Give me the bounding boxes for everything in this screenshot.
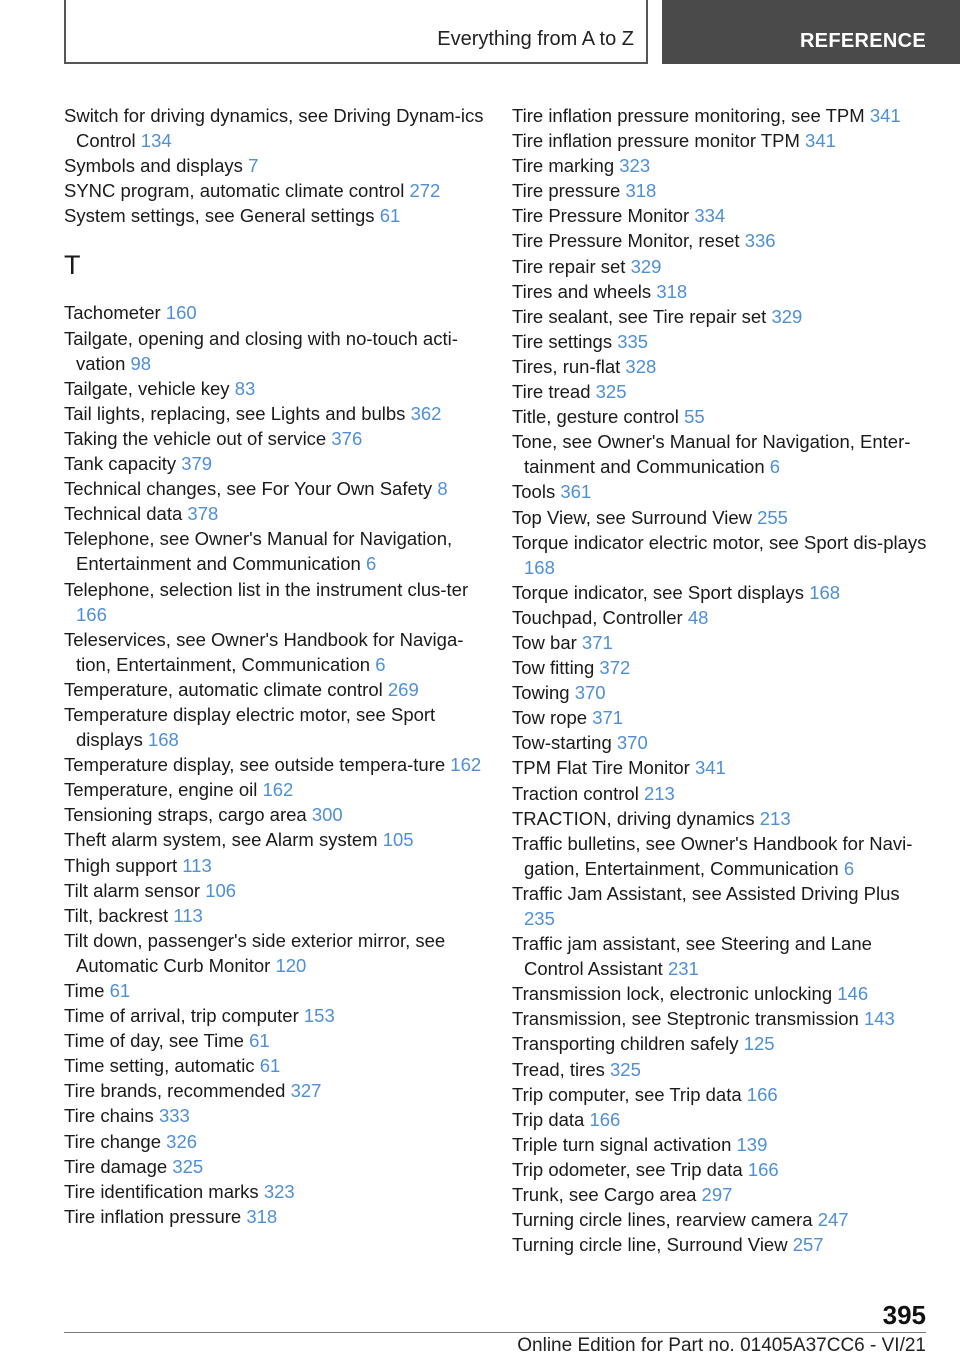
index-entry-text: Trip computer, see Trip data bbox=[512, 1083, 742, 1105]
index-entry-text: Tire Pressure Monitor bbox=[512, 205, 690, 227]
index-entry bbox=[64, 677, 484, 702]
page-reference-link[interactable]: 168 bbox=[147, 729, 179, 751]
index-entry-text: Tail lights, replacing, see Lights and bulbs bbox=[64, 402, 406, 424]
page-reference-link[interactable]: 371 bbox=[592, 707, 624, 729]
page-reference-link[interactable]: 153 bbox=[303, 1005, 335, 1027]
index-entry bbox=[64, 153, 484, 178]
page-reference-link[interactable]: 213 bbox=[759, 807, 791, 829]
index-entry-text: Tow bar bbox=[512, 631, 577, 653]
index-entry bbox=[64, 1154, 484, 1179]
index-entry-text: Transporting children safely bbox=[512, 1033, 739, 1055]
index-entry bbox=[512, 931, 932, 981]
page-reference-link[interactable]: 125 bbox=[743, 1033, 775, 1055]
page-reference-link[interactable]: 48 bbox=[687, 606, 709, 628]
index-entry-text: Time of day, see Time bbox=[64, 1030, 244, 1052]
index-entry bbox=[512, 354, 932, 379]
index-entry bbox=[512, 530, 932, 580]
page-reference-link[interactable]: 376 bbox=[331, 427, 363, 449]
running-header-title: Everything from A to Z bbox=[437, 28, 634, 50]
index-entry-text: Symbols and displays bbox=[64, 155, 243, 177]
page-reference-link[interactable]: 325 bbox=[610, 1058, 641, 1080]
index-entry bbox=[512, 103, 932, 128]
page-reference-link[interactable]: 247 bbox=[817, 1209, 849, 1231]
page-reference-link[interactable]: 7 bbox=[248, 155, 259, 177]
edition-note: Online Edition for Part no. 01405A37CC6 - VI/21 bbox=[517, 1335, 926, 1356]
page-reference-link[interactable]: 325 bbox=[595, 381, 627, 403]
index-entry-text: Tire pressure bbox=[512, 180, 621, 202]
index-entry-text: Tensioning straps, cargo area bbox=[64, 804, 307, 826]
page-reference-link[interactable]: 300 bbox=[311, 804, 343, 826]
index-entry-text: Teleservices, see Owner's Handbook for Naviga-tion, Entertainment, Communication bbox=[64, 628, 464, 675]
page-reference-link[interactable]: 168 bbox=[809, 581, 841, 603]
page-reference-link[interactable]: 371 bbox=[581, 631, 613, 653]
index-entry bbox=[64, 1028, 484, 1053]
page-reference-link[interactable]: 326 bbox=[166, 1130, 198, 1152]
index-entry bbox=[512, 279, 932, 304]
index-entry bbox=[512, 505, 932, 530]
page-reference-link[interactable]: 106 bbox=[205, 879, 237, 901]
page-reference-link[interactable]: 6 bbox=[769, 456, 781, 478]
index-entry-text: Transmission, see Steptronic transmission bbox=[512, 1008, 859, 1030]
index-entry-text: Tire inflation pressure monitoring, see TPM bbox=[512, 105, 865, 126]
index-entry bbox=[512, 806, 932, 831]
index-entry bbox=[64, 526, 484, 576]
index-entry bbox=[512, 1157, 932, 1182]
index-entry-text: Traction control bbox=[512, 782, 639, 804]
index-entry-text: Tow rope bbox=[512, 707, 588, 729]
index-entry bbox=[64, 326, 484, 376]
page-reference-link[interactable]: 83 bbox=[234, 377, 256, 399]
index-entry-text: Triple turn signal activation bbox=[512, 1133, 732, 1155]
index-entry-text: Time bbox=[64, 980, 105, 1001]
page-reference-link[interactable]: 61 bbox=[249, 1030, 270, 1052]
page-reference-link[interactable]: 61 bbox=[109, 980, 131, 1001]
page-reference-link[interactable]: 329 bbox=[771, 305, 803, 327]
index-entry-text: Tilt alarm sensor bbox=[64, 879, 201, 901]
index-entry-text: Tire brands, recommended bbox=[64, 1080, 286, 1102]
index-entry bbox=[64, 1078, 484, 1103]
index-entry bbox=[64, 827, 484, 852]
index-entry bbox=[512, 680, 932, 705]
index-entry bbox=[512, 429, 932, 479]
page-reference-link[interactable]: 61 bbox=[259, 1055, 281, 1077]
index-entry bbox=[64, 627, 484, 677]
index-entry bbox=[64, 1129, 484, 1154]
page-reference-link[interactable]: 327 bbox=[290, 1080, 322, 1102]
page-reference-link[interactable]: 255 bbox=[757, 506, 788, 528]
page-reference-link[interactable]: 323 bbox=[263, 1180, 295, 1202]
index-entry bbox=[512, 178, 932, 203]
index-entry bbox=[64, 802, 484, 827]
index-entry bbox=[512, 755, 932, 780]
index-entry bbox=[512, 404, 932, 429]
page-reference-link[interactable]: 341 bbox=[805, 130, 836, 152]
index-entry bbox=[64, 203, 484, 228]
index-entry-text: Tire repair set bbox=[512, 255, 626, 277]
index-entry bbox=[512, 379, 932, 404]
index-entry-text: Transmission lock, electronic unlocking bbox=[512, 983, 833, 1005]
index-entry bbox=[64, 178, 484, 203]
index-entry bbox=[64, 903, 484, 928]
page-reference-link[interactable]: 370 bbox=[574, 682, 606, 704]
index-entry-text: Tailgate, opening and closing with no-touch acti-vation bbox=[64, 327, 458, 374]
index-entry-text: Towing bbox=[512, 682, 570, 704]
page-reference-link[interactable]: 361 bbox=[560, 481, 592, 503]
page-reference-link[interactable]: 168 bbox=[524, 556, 555, 578]
index-entry-text: System settings, see General settings bbox=[64, 205, 375, 227]
index-entry-text: TPM Flat Tire Monitor bbox=[512, 757, 690, 779]
index-entry-text: Tire inflation pressure monitor TPM bbox=[512, 130, 800, 152]
index-entry-text: Tires, run-flat bbox=[512, 355, 621, 377]
index-entry-text: Top View, see Surround View bbox=[512, 506, 752, 528]
index-entry-text: Trip data bbox=[512, 1108, 585, 1130]
index-entry-text: Tire tread bbox=[512, 381, 591, 403]
index-entry bbox=[512, 304, 932, 329]
page-reference-link[interactable]: 6 bbox=[843, 857, 855, 879]
page-reference-link[interactable]: 335 bbox=[617, 330, 649, 352]
index-entry-text: Tone, see Owner's Manual for Navigation, Enter-tainment and Communication bbox=[512, 431, 911, 478]
page-reference-link[interactable]: 318 bbox=[656, 280, 688, 302]
page-reference-link[interactable]: 120 bbox=[275, 954, 307, 976]
page-reference-link[interactable]: 146 bbox=[837, 983, 869, 1005]
page-reference-link[interactable]: 160 bbox=[165, 302, 197, 324]
index-entry-text: Tachometer bbox=[64, 302, 161, 324]
page-reference-link[interactable]: 139 bbox=[736, 1133, 768, 1155]
index-entry bbox=[512, 781, 932, 806]
index-entry bbox=[512, 1057, 932, 1082]
index-entry bbox=[512, 1132, 932, 1157]
index-entry-text: Technical changes, see For Your Own Safety bbox=[64, 478, 433, 500]
index-entry-text: Tire Pressure Monitor, reset bbox=[512, 230, 740, 252]
index-entry-text: Tailgate, vehicle key bbox=[64, 377, 230, 399]
index-entry-text: SYNC program, automatic climate control bbox=[64, 180, 405, 202]
index-entry-text: Switch for driving dynamics, see Driving Dynam-ics Control bbox=[64, 105, 484, 152]
index-entry-text: Tire change bbox=[64, 1130, 162, 1152]
index-entry bbox=[512, 1006, 932, 1031]
index-entry bbox=[512, 1107, 932, 1132]
index-entry-text: Time of arrival, trip computer bbox=[64, 1005, 299, 1027]
index-entry bbox=[512, 254, 932, 279]
index-entry-text: Temperature, engine oil bbox=[64, 779, 258, 801]
index-entry-text: Trunk, see Cargo area bbox=[512, 1184, 697, 1206]
index-entry-text: Tire chains bbox=[64, 1105, 154, 1127]
index-entry bbox=[64, 752, 484, 777]
index-entry bbox=[512, 128, 932, 153]
page-reference-link[interactable]: 370 bbox=[616, 732, 648, 754]
page-reference-link[interactable]: 341 bbox=[694, 757, 726, 779]
page-reference-link[interactable]: 213 bbox=[643, 782, 675, 804]
page-reference-link[interactable]: 6 bbox=[366, 553, 377, 575]
index-entry-text: Tire sealant, see Tire repair set bbox=[512, 305, 767, 327]
index-entry-text: Tow fitting bbox=[512, 657, 595, 679]
index-entry bbox=[512, 730, 932, 755]
index-entry bbox=[512, 1082, 932, 1107]
index-entry bbox=[512, 153, 932, 178]
page-reference-link[interactable]: 166 bbox=[747, 1158, 779, 1180]
index-entry bbox=[512, 1182, 932, 1207]
index-entry bbox=[64, 426, 484, 451]
index-entry bbox=[64, 1053, 484, 1078]
page-reference-link[interactable]: 328 bbox=[625, 355, 657, 377]
footer-divider bbox=[64, 1332, 926, 1333]
index-entry-text: Thigh support bbox=[64, 854, 178, 876]
page-number: 395 bbox=[882, 1300, 926, 1330]
index-entry-text: Tires and wheels bbox=[512, 280, 652, 302]
page-reference-link[interactable]: 362 bbox=[410, 402, 442, 424]
page-reference-link[interactable]: 134 bbox=[140, 130, 172, 152]
page-reference-link[interactable]: 325 bbox=[172, 1155, 204, 1177]
page-reference-link[interactable]: 8 bbox=[437, 478, 448, 500]
index-entry-text: Tilt down, passenger's side exterior mirror, see Automatic Curb Monitor bbox=[64, 929, 446, 976]
page-reference-link[interactable]: 113 bbox=[173, 904, 203, 926]
index-entry bbox=[64, 978, 484, 1003]
index-entry bbox=[64, 1179, 484, 1204]
index-entry-text: TRACTION, driving dynamics bbox=[512, 807, 755, 829]
index-entry bbox=[64, 476, 484, 501]
index-entry bbox=[512, 228, 932, 253]
index-entry bbox=[64, 777, 484, 802]
index-entry bbox=[512, 831, 932, 881]
page-reference-link[interactable]: 162 bbox=[450, 754, 482, 776]
index-entry-text: Turning circle line, Surround View bbox=[512, 1234, 788, 1256]
index-entry-text: Tire identification marks bbox=[64, 1180, 259, 1202]
page-reference-link[interactable]: 55 bbox=[684, 406, 705, 428]
header-frame bbox=[64, 0, 648, 64]
index-entry bbox=[64, 103, 484, 153]
index-entry bbox=[512, 605, 932, 630]
index-entry bbox=[64, 376, 484, 401]
page-reference-link[interactable]: 318 bbox=[246, 1205, 278, 1227]
index-entry bbox=[512, 981, 932, 1006]
page-reference-link[interactable]: 318 bbox=[625, 180, 657, 202]
section-tab bbox=[662, 0, 960, 64]
index-entry bbox=[512, 329, 932, 354]
page-reference-link[interactable]: 334 bbox=[694, 205, 726, 227]
index-entry-text: Torque indicator electric motor, see Sport dis-plays bbox=[512, 531, 927, 553]
index-entry-text: Tire marking bbox=[512, 155, 615, 177]
index-column-left bbox=[64, 103, 484, 1229]
page-reference-link[interactable]: 341 bbox=[869, 105, 901, 126]
index-entry-text: Time setting, automatic bbox=[64, 1055, 255, 1077]
index-entry-text: Tire inflation pressure bbox=[64, 1205, 242, 1227]
index-entry-text: Tire damage bbox=[64, 1155, 168, 1177]
index-entry-text: Temperature display electric motor, see Sport displays bbox=[64, 703, 436, 751]
page-reference-link[interactable]: 269 bbox=[387, 678, 419, 700]
page-reference-link[interactable]: 113 bbox=[182, 854, 212, 876]
index-entry-text: Touchpad, Controller bbox=[512, 606, 683, 628]
index-entry bbox=[512, 1031, 932, 1056]
page-reference-link[interactable]: 105 bbox=[382, 829, 414, 851]
index-entry-text: Tread, tires bbox=[512, 1058, 605, 1080]
page-reference-link[interactable]: 323 bbox=[619, 155, 651, 177]
index-entry bbox=[64, 1103, 484, 1128]
index-entry-text: Temperature display, see outside tempera-ture bbox=[64, 754, 446, 776]
page-reference-link[interactable]: 166 bbox=[76, 603, 107, 625]
index-entry bbox=[64, 1204, 484, 1229]
index-entry-text: Tire settings bbox=[512, 330, 613, 352]
index-entry bbox=[64, 451, 484, 476]
index-entry bbox=[64, 577, 484, 627]
index-entry bbox=[64, 928, 484, 978]
index-entry bbox=[512, 203, 932, 228]
index-entry bbox=[512, 479, 932, 504]
page-reference-link[interactable]: 272 bbox=[409, 180, 441, 202]
index-entry-text: Torque indicator, see Sport displays bbox=[512, 581, 805, 603]
page-reference-link[interactable]: 379 bbox=[181, 453, 213, 475]
index-entry-text: Turning circle lines, rearview camera bbox=[512, 1209, 813, 1231]
page-reference-link[interactable]: 166 bbox=[589, 1108, 621, 1130]
page-reference-link[interactable]: 336 bbox=[744, 230, 776, 252]
index-entry bbox=[64, 300, 484, 325]
page-reference-link[interactable]: 378 bbox=[187, 503, 219, 525]
page-reference-link[interactable]: 235 bbox=[524, 908, 555, 929]
page-reference-link[interactable]: 231 bbox=[667, 958, 699, 980]
index-entry bbox=[64, 853, 484, 878]
page-reference-link[interactable]: 143 bbox=[863, 1008, 895, 1030]
index-entry-text: Tilt, backrest bbox=[64, 904, 169, 926]
page-reference-link[interactable]: 166 bbox=[746, 1083, 778, 1105]
index-entry-text: Technical data bbox=[64, 503, 183, 525]
index-entry-text: Traffic jam assistant, see Steering and Lane Control Assistant bbox=[512, 933, 872, 980]
index-entry bbox=[64, 878, 484, 903]
page-reference-link[interactable]: 61 bbox=[379, 205, 401, 227]
index-entry bbox=[512, 1207, 932, 1232]
page-reference-link[interactable]: 257 bbox=[792, 1234, 824, 1256]
index-entry bbox=[512, 881, 932, 931]
index-entry-text: Taking the vehicle out of service bbox=[64, 427, 327, 449]
index-entry bbox=[512, 655, 932, 680]
section-label: REFERENCE bbox=[799, 30, 926, 52]
index-entry bbox=[64, 401, 484, 426]
page-reference-link[interactable]: 98 bbox=[130, 352, 152, 374]
index-entry-text: Tank capacity bbox=[64, 453, 177, 475]
page-reference-link[interactable]: 162 bbox=[262, 779, 294, 801]
index-entry-text: Telephone, see Owner's Manual for Navigation, Entertainment and Communication bbox=[64, 528, 453, 575]
index-entry bbox=[512, 1232, 932, 1257]
page-reference-link[interactable]: 372 bbox=[599, 657, 631, 679]
index-entry bbox=[512, 580, 932, 605]
index-entry-text: Telephone, selection list in the instrument clus-ter bbox=[64, 578, 469, 600]
index-entry-text: Tools bbox=[512, 481, 556, 503]
index-column-right bbox=[512, 103, 932, 1257]
index-entry-text: Temperature, automatic climate control bbox=[64, 678, 383, 700]
page-reference-link[interactable]: 329 bbox=[630, 255, 662, 277]
index-entry-text: Tow-starting bbox=[512, 732, 612, 754]
index-entry-text: Traffic bulletins, see Owner's Handbook for Navi-gation, Entertainment, Communication bbox=[512, 832, 913, 879]
index-letter-heading: T bbox=[64, 250, 81, 281]
index-entry bbox=[64, 1003, 484, 1028]
index-entry bbox=[64, 501, 484, 526]
index-entry bbox=[64, 702, 484, 752]
page-reference-link[interactable]: 6 bbox=[375, 653, 386, 675]
index-entry-text: Theft alarm system, see Alarm system bbox=[64, 829, 378, 851]
index-entry bbox=[512, 705, 932, 730]
index-entry bbox=[512, 630, 932, 655]
index-entry-text: Title, gesture control bbox=[512, 406, 679, 428]
index-entry-text: Trip odometer, see Trip data bbox=[512, 1158, 743, 1180]
page-reference-link[interactable]: 333 bbox=[158, 1105, 190, 1127]
page-reference-link[interactable]: 297 bbox=[701, 1184, 733, 1206]
index-entry-text: Traffic Jam Assistant, see Assisted Driving Plus bbox=[512, 882, 900, 904]
